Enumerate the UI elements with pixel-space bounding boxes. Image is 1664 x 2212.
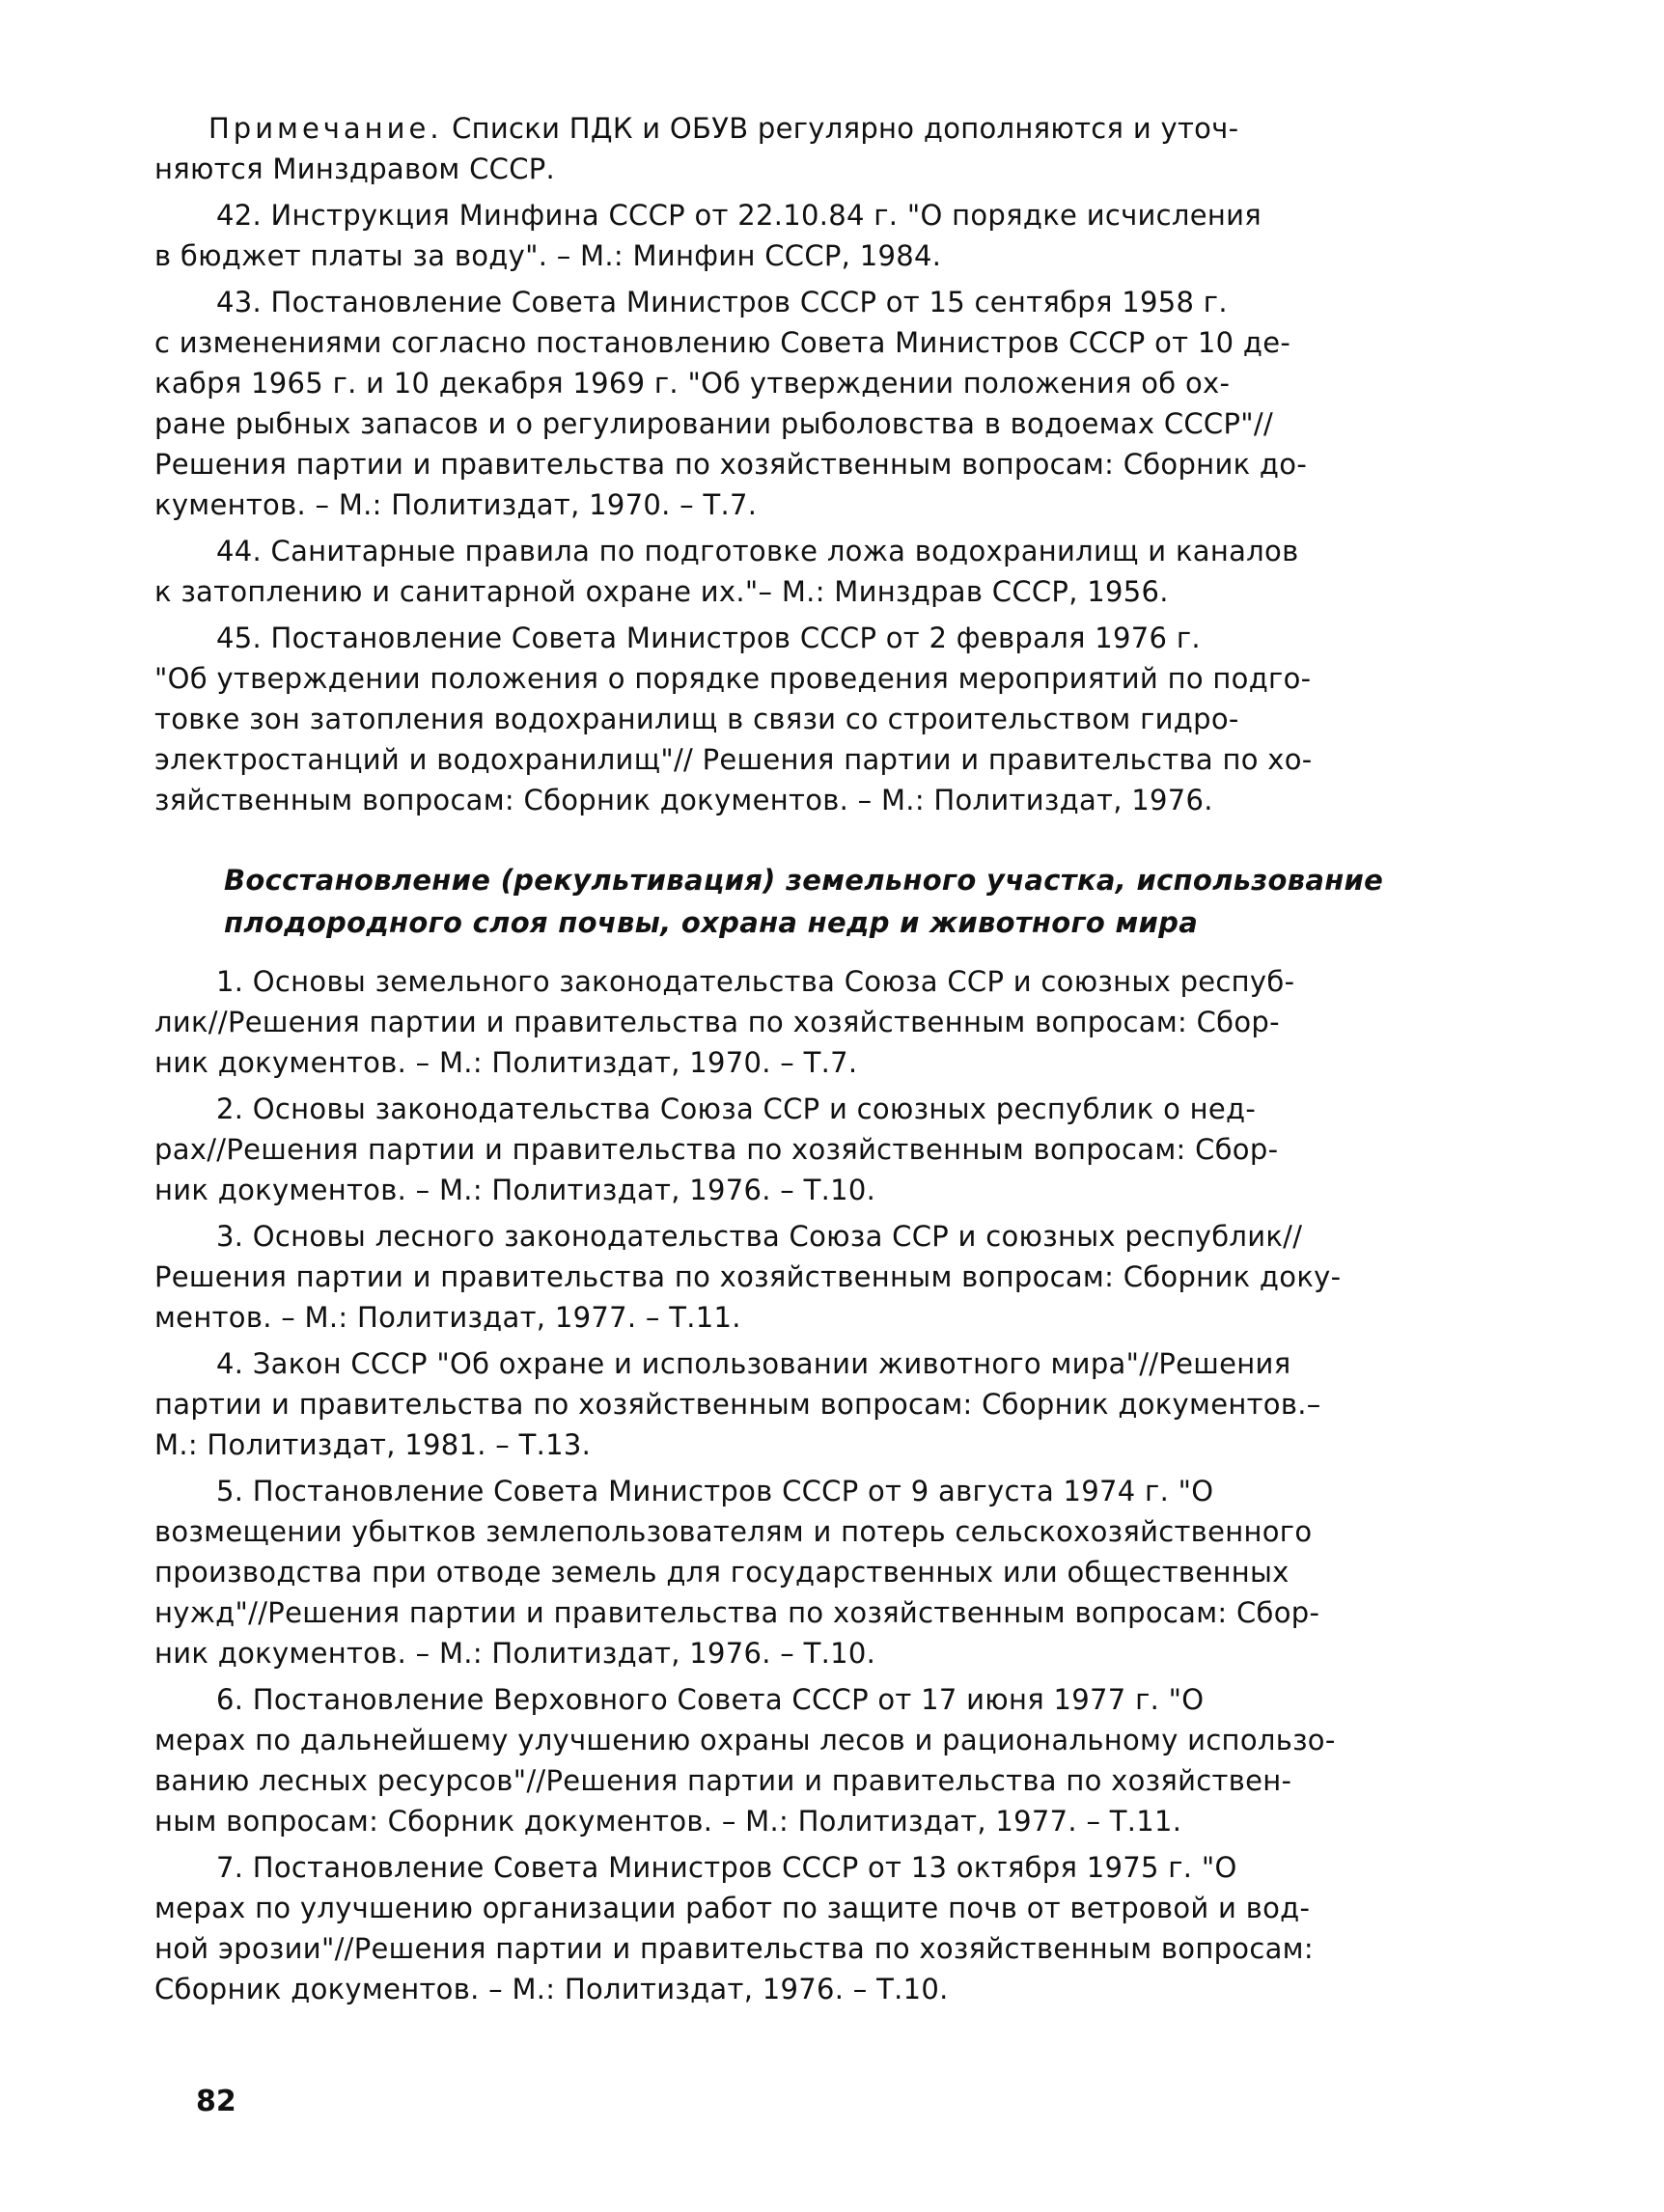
reference-land-6	[154, 1679, 1506, 1841]
reference-land-7	[154, 1847, 1506, 2009]
reference-line: производства при отводе земель для государственных или общественных	[154, 1556, 1290, 1589]
reference-line: рах//Решения партии и правительства по хозяйственным вопросам: Сбор-	[154, 1133, 1279, 1166]
reference-line: электростанций и водохранилищ"// Решения партии и правительства по хо-	[154, 743, 1313, 776]
reference-line: 4. Закон СССР "Об охране и использовании животного мира"//Решения	[216, 1347, 1291, 1380]
reference-line: 3. Основы лесного законодательства Союза ССР и союзных республик//	[216, 1220, 1303, 1253]
reference-line: Сборник документов. – М.: Политиздат, 1976. – Т.10.	[154, 1973, 949, 2005]
reference-line: ник документов. – М.: Политиздат, 1970. – Т.7.	[154, 1046, 858, 1079]
reference-line: Решения партии и правительства по хозяйственным вопросам: Сборник до-	[154, 448, 1308, 481]
reference-line: ране рыбных запасов и о регулировании рыболовства в водоемах СССР"//	[154, 407, 1274, 440]
reference-line: ным вопросам: Сборник документов. – М.: Политиздат, 1977. – Т.11.	[154, 1805, 1182, 1838]
section-heading-line: плодородного слоя почвы, охрана недр и животного мира	[224, 906, 1199, 939]
reference-line: ник документов. – М.: Политиздат, 1976. – Т.10.	[154, 1637, 876, 1670]
reference-land-4	[154, 1343, 1506, 1465]
reference-line: 44. Санитарные правила по подготовке ложа водохранилищ и каналов	[216, 535, 1299, 567]
reference-land-3	[154, 1216, 1506, 1338]
reference-line: ментов. – М.: Политиздат, 1977. – Т.11.	[154, 1301, 741, 1334]
reference-line: Решения партии и правительства по хозяйственным вопросам: Сборник доку-	[154, 1260, 1342, 1293]
reference-45	[154, 618, 1506, 820]
note-lead: Примечание.	[208, 112, 443, 145]
reference-line: нужд"//Решения партии и правительства по хозяйственным вопросам: Сбор-	[154, 1596, 1320, 1629]
reference-line: 6. Постановление Верховного Совета СССР от 17 июня 1977 г. "О	[216, 1683, 1205, 1716]
reference-line: ник документов. – М.: Политиздат, 1976. – Т.10.	[154, 1174, 876, 1206]
note-paragraph	[154, 108, 1506, 189]
reference-44	[154, 531, 1506, 612]
reference-line: 5. Постановление Совета Министров СССР от 9 августа 1974 г. "О	[216, 1475, 1214, 1507]
reference-line: мерах по улучшению организации работ по защите почв от ветровой и вод-	[154, 1892, 1311, 1924]
reference-line: лик//Решения партии и правительства по хозяйственным вопросам: Сбор-	[154, 1006, 1280, 1038]
page-number: 82	[196, 2085, 236, 2118]
reference-line: кументов. – М.: Политиздат, 1970. – Т.7.	[154, 488, 758, 521]
reference-line: 2. Основы законодательства Союза ССР и союзных республик о нед-	[216, 1092, 1257, 1125]
reference-line: 7. Постановление Совета Министров СССР от 13 октября 1975 г. "О	[216, 1851, 1237, 1884]
reference-line: с изменениями согласно постановлению Совета Министров СССР от 10 де-	[154, 326, 1291, 359]
reference-line: мерах по дальнейшему улучшению охраны лесов и рациональному использо-	[154, 1724, 1336, 1756]
reference-line: 1. Основы земельного законодательства Союза ССР и союзных респуб-	[216, 965, 1295, 998]
reference-43	[154, 282, 1506, 525]
reference-line: 45. Постановление Совета Министров СССР от 2 февраля 1976 г.	[216, 622, 1201, 654]
note-line	[154, 108, 1506, 149]
reference-line: к затоплению и санитарной охране их."– М.: Минздрав СССР, 1956.	[154, 575, 1169, 608]
reference-line: 43. Постановление Совета Министров СССР от 15 сентября 1958 г.	[216, 286, 1228, 318]
reference-line: М.: Политиздат, 1981. – Т.13.	[154, 1428, 592, 1461]
reference-line: товке зон затопления водохранилищ в связи со строительством гидро-	[154, 703, 1239, 735]
reference-line: ной эрозии"//Решения партии и правительства по хозяйственным вопросам:	[154, 1932, 1314, 1965]
section-heading-line: Восстановление (рекультивация) земельного участка, использование	[224, 864, 1384, 897]
reference-land-5	[154, 1471, 1506, 1673]
reference-line: кабря 1965 г. и 10 декабря 1969 г. "Об утверждении положения об ох-	[154, 367, 1231, 400]
note-line-text: Списки ПДК и ОБУВ регулярно дополняются и уточ-	[442, 112, 1239, 145]
reference-land-1	[154, 961, 1506, 1083]
reference-42	[154, 195, 1506, 276]
reference-line: зяйственным вопросам: Сборник документов. – М.: Политиздат, 1976.	[154, 784, 1213, 816]
section-heading	[224, 859, 1506, 944]
reference-line: возмещении убытков землепользователям и потерь сельскохозяйственного	[154, 1515, 1313, 1548]
document-page	[154, 108, 1506, 2009]
reference-line: ванию лесных ресурсов"//Решения партии и правительства по хозяйствен-	[154, 1764, 1292, 1797]
reference-line: 42. Инструкция Минфина СССР от 22.10.84 г. "О порядке исчисления	[216, 199, 1262, 232]
reference-line: в бюджет платы за воду". – М.: Минфин СССР, 1984.	[154, 239, 942, 272]
reference-line: "Об утверждении положения о порядке проведения мероприятий по подго-	[154, 662, 1312, 695]
note-line: няются Минздравом СССР.	[154, 152, 556, 185]
reference-land-2	[154, 1089, 1506, 1210]
reference-line: партии и правительства по хозяйственным вопросам: Сборник документов.–	[154, 1388, 1321, 1421]
